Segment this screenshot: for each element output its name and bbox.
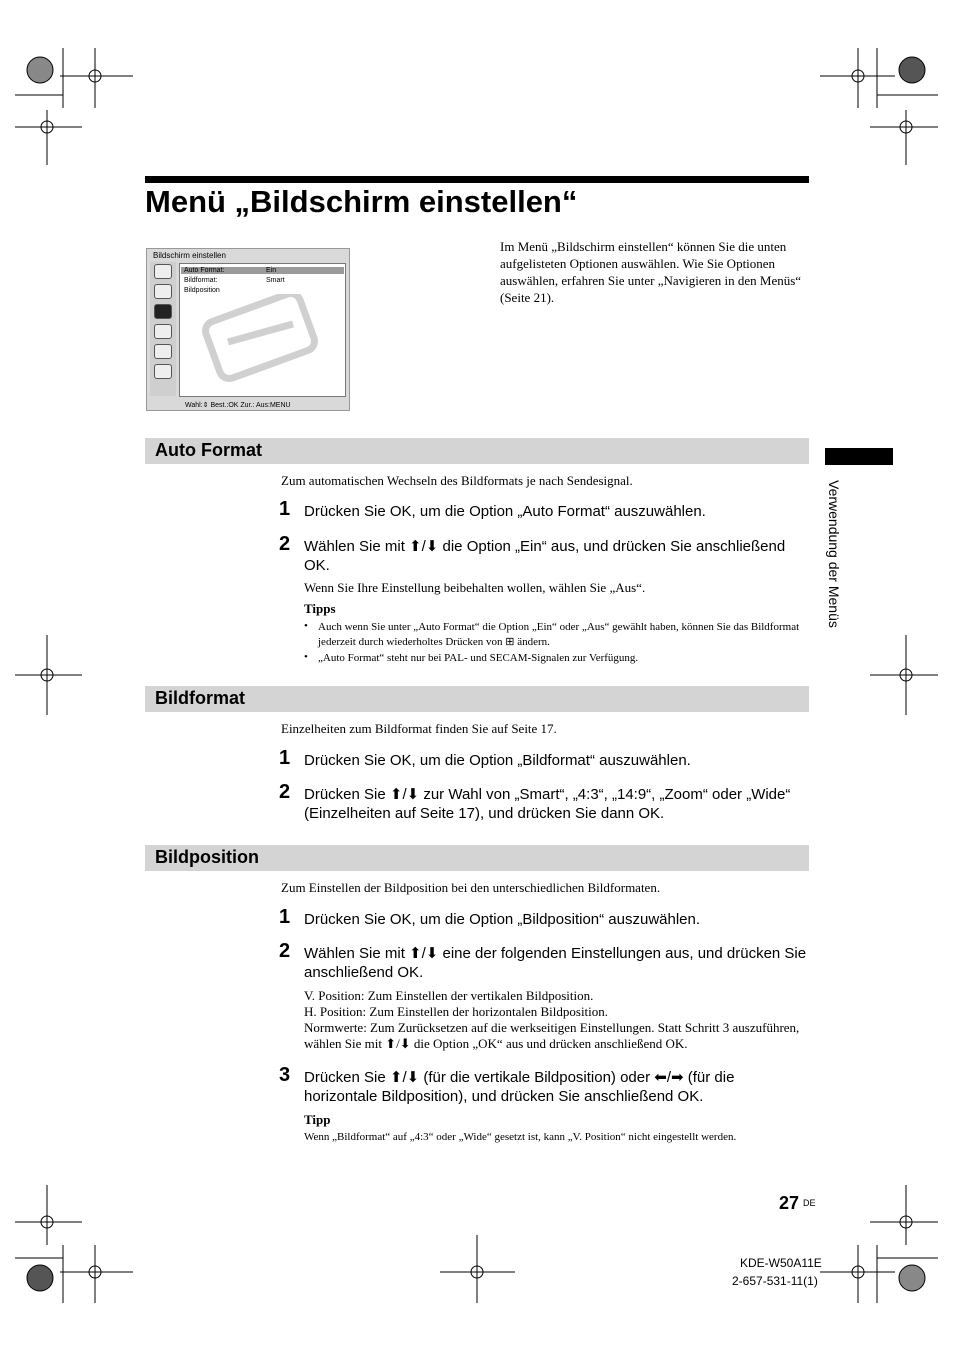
menu-row-auto-format (181, 267, 344, 274)
step-number: 1 (279, 498, 291, 520)
section-description: Zum automatischen Wechseln des Bildformats je nach Sendesignal. (281, 473, 633, 488)
step-text: Wählen Sie mit ⬆/⬇ die Option „Ein“ aus, und drücken Sie anschließend OK. (304, 538, 786, 574)
step-text: Drücken Sie ⬆/⬇ (für die vertikale Bildposition) oder ⬅/➡ (für die horizontale Bildposition), und drücken Sie anschließend OK. (304, 1069, 735, 1105)
section-title-bildformat: Bildformat (155, 688, 245, 708)
tip-heading: Tipp (304, 1112, 331, 1127)
step-text: Drücken Sie OK, um die Option „Bildposition“ auszuwählen. (304, 911, 701, 928)
menu-row-label: Bildposition (184, 287, 220, 294)
menu-row-label: Bildformat: (184, 277, 218, 284)
screen-watermark-icon (198, 294, 328, 384)
step-number: 2 (279, 940, 291, 962)
setup-menu-icon (154, 364, 172, 379)
option-v-position: V. Position: Zum Einstellen der vertikalen Bildposition. (304, 988, 594, 1003)
option-normwerte: Normwerte: Zum Zurücksetzen auf die werkseitigen Einstellungen. Statt Schritt 3 auszuführen, wählen Sie mit ⬆/⬇ die Option „OK“ aus und drücken anschließend OK. (304, 1020, 800, 1051)
model-number: KDE-W50A11E (740, 1256, 822, 1270)
step-text: Drücken Sie ⬆/⬇ zur Wahl von „Smart“, „4:3“, „14:9“, „Zoom“ oder „Wide“ (Einzelheiten auf Seite 17), und drücken Sie dann OK. (304, 786, 791, 822)
bullet: • (304, 620, 308, 632)
step-note: Wenn Sie Ihre Einstellung beibehalten wollen, wählen Sie „Aus“. (304, 580, 646, 595)
step-number: 2 (279, 533, 291, 555)
menu-screenshot-footer: Wahl:⇕ Best.:OK Zur.: Aus:MENU (185, 402, 291, 409)
menu-screenshot (146, 248, 350, 411)
timer-menu-icon (154, 344, 172, 359)
step-number: 2 (279, 781, 291, 803)
sound-menu-icon (154, 284, 172, 299)
menu-row-value: Ein (266, 267, 277, 274)
section-title-auto-format: Auto Format (155, 440, 262, 460)
section-title-bildposition: Bildposition (155, 847, 259, 867)
page-title: Menü „Bildschirm einstellen“ (145, 184, 578, 219)
tips-heading: Tipps (304, 601, 336, 616)
tip-item: Auch wenn Sie unter „Auto Format“ die Option „Ein“ oder „Aus“ gewählt haben, können Sie das Bildformat jederzeit durch wiederholtes Drücken von ⊞ ändern. (318, 621, 800, 648)
bullet: • (304, 651, 308, 663)
menu-icon-column (150, 262, 176, 396)
section-description: Einzelheiten zum Bildformat finden Sie auf Seite 17. (281, 721, 557, 736)
menu-row-value: Smart (266, 277, 285, 284)
picture-menu-icon (154, 264, 172, 279)
intro-text: Im Menü „Bildschirm einstellen“ können Sie die unten aufgelisteten Optionen auswählen. Wie Sie Optionen auswählen, erfahren Sie unter „Navigieren in den Menüs“ (Seite 21). (500, 239, 802, 305)
page-language: DE (803, 1198, 816, 1208)
tip-text: Wenn „Bildformat“ auf „4:3“ oder „Wide“ gesetzt ist, kann „V. Position“ nicht eingestellt werden. (304, 1131, 737, 1143)
step-text: Wählen Sie mit ⬆/⬇ eine der folgenden Einstellungen aus, und drücken Sie anschließend OK. (304, 945, 807, 981)
step-text: Drücken Sie OK, um die Option „Auto Format“ auszuwählen. (304, 503, 706, 520)
step-number: 1 (279, 747, 291, 769)
step-number: 1 (279, 906, 291, 928)
section-description: Zum Einstellen der Bildposition bei den unterschiedlichen Bildformaten. (281, 880, 661, 895)
menu-row-label: Auto Format: (184, 267, 225, 274)
page-number: 27 (779, 1193, 800, 1213)
side-tab (825, 448, 893, 465)
title-rule (145, 176, 809, 183)
step-text: Drücken Sie OK, um die Option „Bildformat“ auszuwählen. (304, 752, 691, 769)
side-label: Verwendung der Menüs (826, 480, 842, 628)
menu-panel (179, 263, 346, 397)
screen-menu-icon (154, 304, 172, 319)
tip-item: „Auto Format“ steht nur bei PAL- und SECAM-Signalen zur Verfügung. (318, 652, 639, 664)
step-number: 3 (279, 1064, 291, 1086)
option-h-position: H. Position: Zum Einstellen der horizontalen Bildposition. (304, 1004, 609, 1019)
features-menu-icon (154, 324, 172, 339)
menu-screenshot-title: Bildschirm einstellen (153, 251, 226, 260)
document-code: 2-657-531-11(1) (732, 1274, 818, 1288)
